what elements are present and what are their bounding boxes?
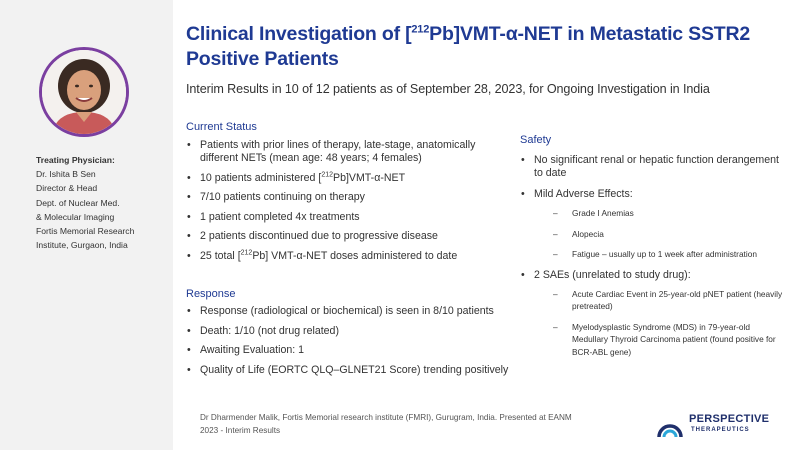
sub-list-item: – Fatigue – usually up to 1 week after administration — [534, 248, 785, 261]
avatar — [39, 47, 129, 137]
physician-line: Fortis Memorial Research — [36, 226, 135, 237]
physician-line: Institute, Gurgaon, India — [36, 240, 128, 251]
sub-list-item: – Myelodysplastic Syndrome (MDS) in 79-year-old Medullary Thyroid Carcinoma patient (found positive for BCR-ABL gene) — [534, 321, 785, 359]
list-item — [186, 172, 506, 185]
sub-list-item: – Acute Cardiac Event in 25-year-old pNET patient (heavily pretreated) — [534, 288, 785, 313]
current-status-list — [186, 139, 506, 269]
list-item — [186, 250, 506, 263]
footer-citation: Dr Dharmender Malik, Fortis Memorial research institute (FMRI), Gurugram, India. Presented at EANM 2023 - Interim Results — [200, 413, 572, 435]
physician-line: Dept. of Nuclear Med. — [36, 197, 120, 208]
page-title — [186, 22, 786, 72]
list-item: • Response (radiological or biochemical) is seen in 8/10 patients — [186, 305, 516, 318]
adverse-effects-list — [534, 207, 785, 261]
physician-label: Treating Physician: — [36, 155, 115, 165]
item-superscript: 212 — [321, 170, 333, 178]
current-status-heading: Current Status — [186, 121, 257, 133]
sub-list-item: – Grade I Anemias — [534, 207, 785, 220]
item-text: 10 patients administered [ — [200, 171, 322, 184]
sae-list — [534, 288, 785, 359]
item-text: Mild Adverse Effects: — [534, 188, 633, 200]
physician-line: Director & Head — [36, 183, 98, 194]
list-item: • 2 patients discontinued due to progressive disease — [186, 230, 506, 243]
list-item: • Death: 1/10 (not drug related) — [186, 325, 516, 338]
sub-list-item: – Alopecia — [534, 228, 785, 241]
sidebar — [0, 0, 173, 450]
safety-list — [520, 154, 785, 366]
item-text: Pb]VMT-α-NET — [333, 171, 406, 184]
logo-tagline: THERAPEUTICS — [691, 427, 750, 433]
list-item: • No significant renal or hepatic function derangement to date — [520, 154, 785, 180]
list-item: • Quality of Life (EORTC QLQ–GLNET21 Score) trending positively — [186, 364, 516, 377]
title-text: Pb]VMT-α-NET in Metastatic SSTR2 Positive Patients — [186, 23, 751, 70]
logo-icon — [655, 411, 685, 439]
safety-heading: Safety — [520, 134, 552, 146]
response-list — [186, 305, 516, 383]
list-item — [520, 269, 785, 359]
physician-info — [36, 153, 166, 252]
list-item: • 7/10 patients continuing on therapy — [186, 191, 506, 204]
item-text: Pb] VMT-α-NET doses administered to date — [252, 249, 458, 262]
list-item: • 1 patient completed 4x treatments — [186, 211, 506, 224]
page-subtitle: Interim Results in 10 of 12 patients as of September 28, 2023, for Ongoing Investigation in India — [186, 82, 710, 96]
physician-line: Dr. Ishita B Sen — [36, 169, 96, 180]
response-heading: Response — [186, 288, 236, 300]
item-text: 25 total [ — [200, 249, 241, 262]
title-text: Clinical Investigation of [ — [186, 23, 412, 45]
physician-photo — [42, 50, 126, 134]
list-item: • Patients with prior lines of therapy, late-stage, anatomically different NETs (mean age: 48 years; 4 females) — [186, 139, 506, 165]
physician-line: & Molecular Imaging — [36, 211, 115, 222]
item-superscript: 212 — [240, 248, 253, 256]
list-item: • Awaiting Evaluation: 1 — [186, 344, 516, 357]
logo-name: PERSPECTIVE — [689, 413, 770, 425]
title-superscript: 212 — [411, 23, 430, 36]
company-logo — [655, 411, 780, 439]
item-text: 2 SAEs (unrelated to study drug): — [534, 268, 691, 281]
list-item — [520, 188, 785, 261]
